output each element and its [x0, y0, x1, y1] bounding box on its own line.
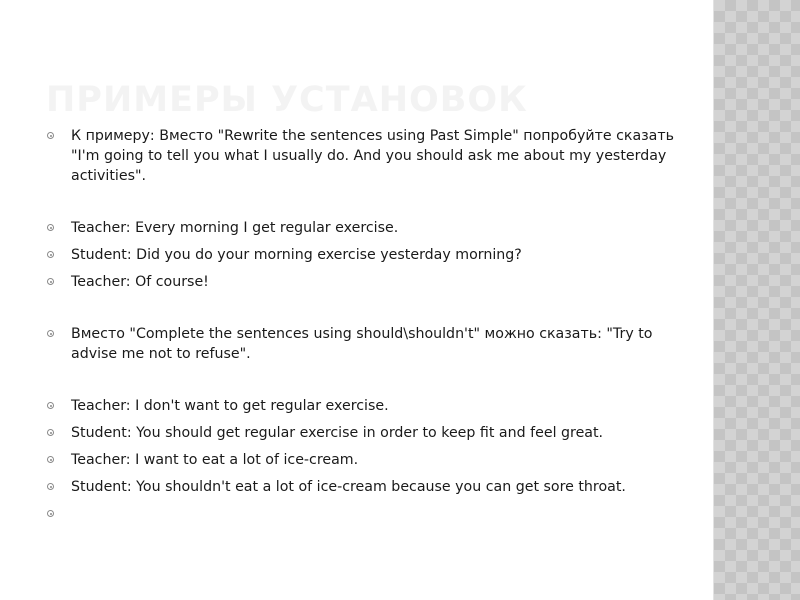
- bullet-icon: [47, 429, 54, 436]
- bullet-icon: [47, 224, 54, 231]
- list-item: [44, 450, 694, 470]
- bullet-icon: [47, 330, 54, 337]
- list-item: [44, 272, 694, 292]
- bullet-icon: [47, 278, 54, 285]
- decorative-side-pattern: [714, 0, 800, 600]
- list-item-text: Student: You should get regular exercise in order to keep fit and feel great.: [71, 425, 604, 441]
- bullet-icon: [47, 456, 54, 463]
- list-item: [44, 245, 694, 265]
- bullet-icon: [47, 483, 54, 490]
- list-item: [44, 396, 694, 416]
- list-item-text: Student: You shouldn't eat a lot of ice-cream because you can get sore throat.: [71, 479, 626, 495]
- bullet-icon: [47, 510, 54, 517]
- list-item-text: К примеру: Вместо "Rewrite the sentences using Past Simple" попробуйте сказать "I'm going to tell you what I usually do. And you should ask me about my yesterday activities".: [71, 128, 675, 184]
- list-item-text: Вместо "Complete the sentences using should\shouldn't" можно сказать: "Try to advise me not to refuse".: [71, 326, 653, 362]
- list-item: [44, 126, 694, 186]
- list-item: [44, 423, 694, 443]
- bullet-icon: [47, 132, 54, 139]
- list-item: [44, 504, 694, 524]
- list-item-text: Teacher: Of course!: [71, 274, 209, 290]
- list-item-text: Teacher: I want to eat a lot of ice-cream.: [71, 452, 359, 468]
- list-item: [44, 324, 694, 364]
- list-item-text: Teacher: Every morning I get regular exercise.: [71, 220, 399, 236]
- bullet-icon: [47, 402, 54, 409]
- bullet-list: [44, 126, 694, 531]
- list-item-text: Teacher: I don't want to get regular exercise.: [71, 398, 389, 414]
- list-item: [44, 218, 694, 238]
- list-item: [44, 477, 694, 497]
- slide-title: ПРИМЕРЫ УСТАНОВОК: [46, 80, 528, 120]
- list-item-text: Student: Did you do your morning exercise yesterday morning?: [71, 247, 522, 263]
- bullet-icon: [47, 251, 54, 258]
